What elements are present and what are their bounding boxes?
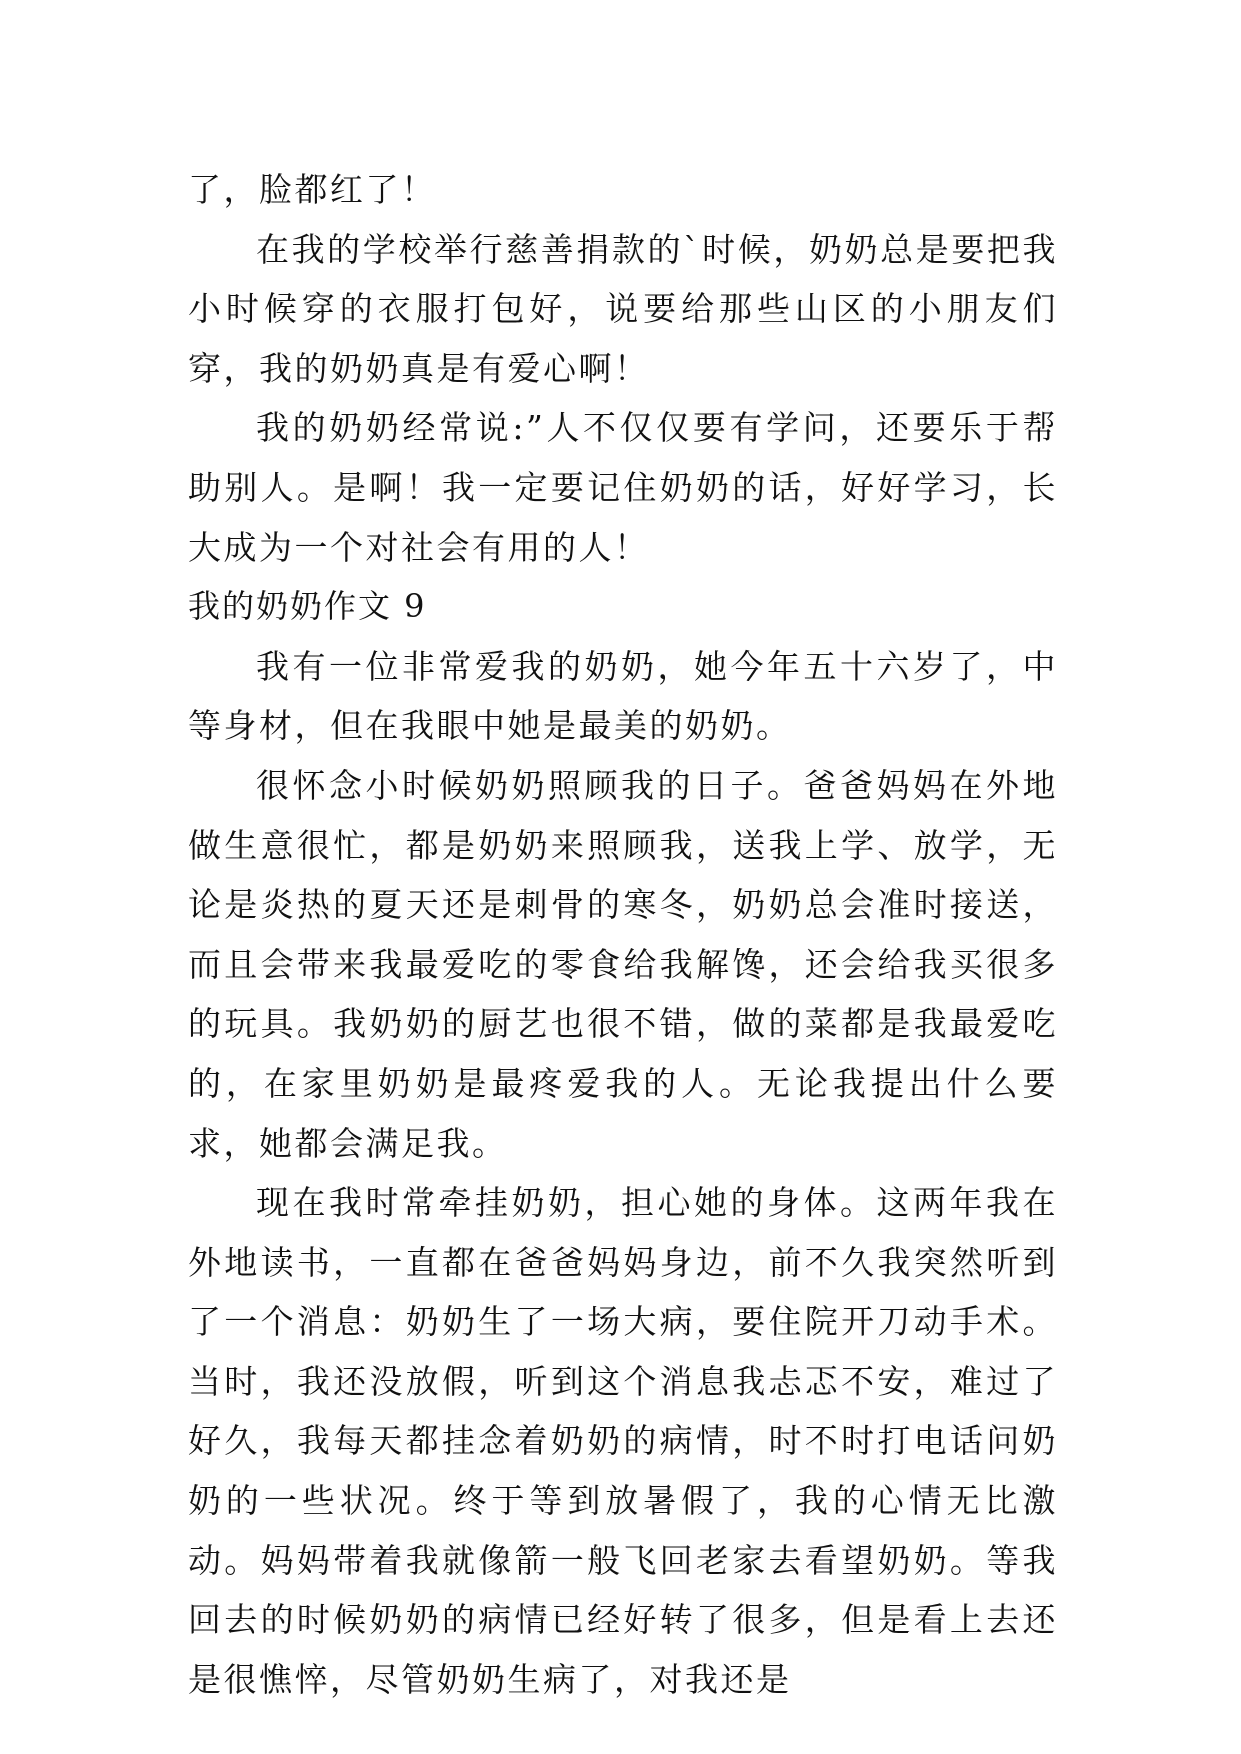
paragraph-continuation: 了，脸都红了！ — [188, 170, 437, 209]
document-page — [188, 160, 1058, 1709]
paragraph-charity-donation: 在我的学校举行慈善捐款的`时候，奶奶总是要把我小时候穿的衣服打包好，说要给那些山区的小朋友们穿，我的奶奶真是有爱心啊！ — [188, 229, 1058, 388]
essay-heading: 我的奶奶作文 9 — [188, 587, 427, 626]
paragraph-missing-grandma: 现在我时常牵挂奶奶，担心她的身体。这两年我在外地读书，一直都在爸爸妈妈身边，前不久我突然听到了一个消息：奶奶生了一场大病，要住院开刀动手术。当时，我还没放假，听到这个消息我忐忑不安，难过了好久，我每天都挂念着奶奶的病情，时不时打电话问奶奶的一些状况。终于等到放暑假了，我的心情无比激动。妈妈带着我就像箭一般飞回老家去看望奶奶。等我回去的时候奶奶的病情已经好转了很多，但是看上去还是很憔悴，尽管奶奶生病了，对我还是 — [188, 1183, 1058, 1699]
paragraph-grandma-intro: 我有一位非常爱我的奶奶，她今年五十六岁了，中等身材，但在我眼中她是最美的奶奶。 — [188, 646, 1058, 746]
paragraph-grandma-saying: 我的奶奶经常说:”人不仅仅要有学问，还要乐于帮助别人。是啊！我一定要记住奶奶的话，好好学习，长大成为一个对社会有用的人！ — [188, 408, 1058, 567]
paragraph-childhood-memories: 很怀念小时候奶奶照顾我的日子。爸爸妈妈在外地做生意很忙，都是奶奶来照顾我，送我上学、放学，无论是炎热的夏天还是刺骨的寒冬，奶奶总会准时接送，而且会带来我最爱吃的零食给我解馋，还会给我买很多的玩具。我奶奶的厨艺也很不错，做的菜都是我最爱吃的，在家里奶奶是最疼爱我的人。无论我提出什么要求，她都会满足我。 — [188, 765, 1058, 1163]
